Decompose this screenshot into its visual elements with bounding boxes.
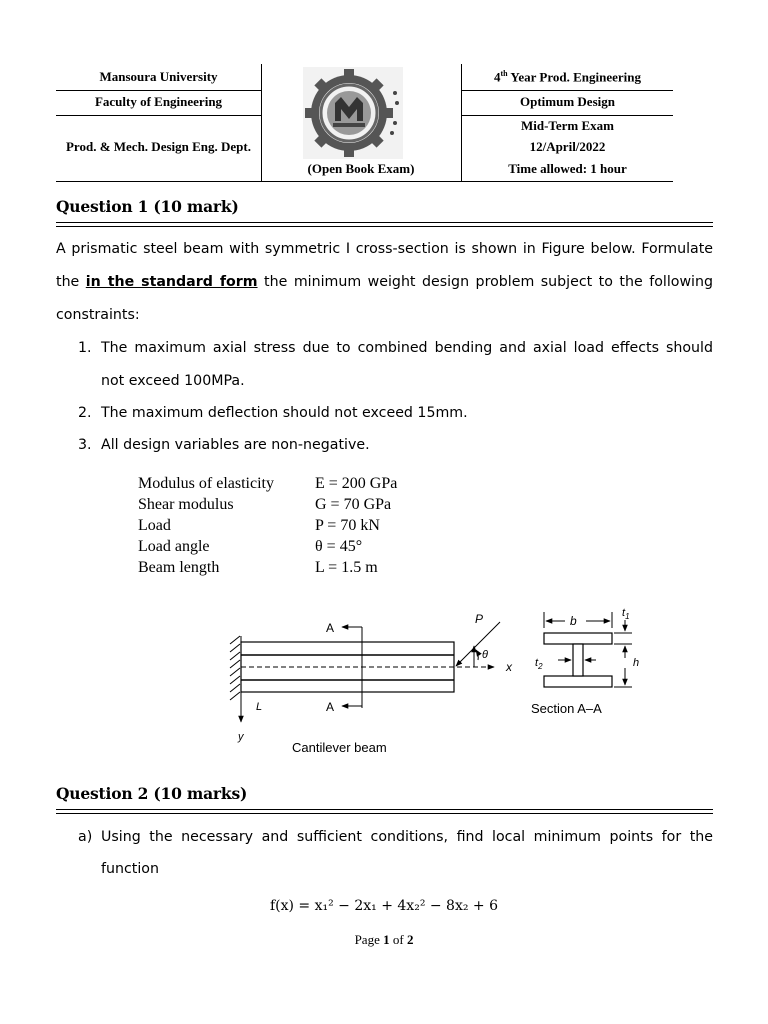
q1-paragraph-line-1: A prismatic steel beam with symmetric I cross-section is shown in Figure below. Formulate [56, 241, 713, 257]
beam [241, 642, 494, 692]
time-allowed: Time allowed: 1 hour [508, 161, 627, 176]
objective-function: f(x) = x₁² − 2x₁ + 4x₂² − 8x₂ + 6 [269, 898, 499, 914]
open-book-note: (Open Book Exam) [307, 161, 415, 176]
university-name: Mansoura University [99, 69, 218, 84]
y-axis-label: y [238, 731, 244, 743]
department-name: Prod. & Mech. Design Eng. Dept. [65, 139, 251, 154]
year-label: 4th Year Prod. Engineering [494, 69, 641, 85]
param-value: P = 70 kN [315, 517, 380, 534]
i-section [544, 633, 612, 687]
param-label: Load [138, 517, 171, 534]
exam-page: Mansoura University Faculty of Engineering Prod. & Mech. Design Eng. Dept. (Open Book Exam) 4th Year Prod. Engineering Optimum Design Mid-Term Exam 12/April/2022 Time allowed: 1 hour Question 1 (10 mark) A prismatic steel beam with symmetric I cross-section is shown in Figure below. Formulate the in the standard form the minimum weight design problem subject to the following constraints: 1. The maximum axial stress due to combined bending and axial load effects should not exceed 100MPa. 2. The maximum deflection should not exceed 15mm. 3. All design variables are non-negative. Modulus of elasticity E = 200 GPa Shear modulus G = 70 GPa Load P = 70 kN Load angle θ = 45° Beam length L = 1.5 m A A P θ x y L Cantilever beam b $t_1$ $t_2$ h Section A–A Question 2 (10 marks) a) Using the necessary and sufficient conditions, find local minimum points for the function f(x) = x₁² − 2x₁ + 4x₂² − 8x₂ + 6 Page 1 of 2 [0, 0, 768, 1024]
flange-thickness-label: $t_1$ [622, 607, 630, 621]
exam-date: 12/April/2022 [529, 139, 606, 154]
faculty-name: Faculty of Engineering [94, 94, 223, 109]
question-1-title: Question 1 (10 mark) [56, 197, 239, 216]
param-label: Load angle [138, 538, 210, 555]
standard-form-emphasis: in the standard form [85, 274, 258, 290]
course-name: Optimum Design [520, 94, 615, 109]
param-label: Shear modulus [138, 496, 234, 513]
beam-caption: Cantilever beam [292, 740, 387, 755]
university-logo [303, 67, 403, 159]
exam-type: Mid-Term Exam [520, 118, 615, 133]
param-value: L = 1.5 m [315, 559, 378, 576]
section-label-bottom: A [326, 700, 335, 714]
question-2-title: Question 2 (10 marks) [56, 784, 248, 803]
param-value: θ = 45° [315, 538, 363, 555]
question-2-rule [56, 809, 713, 814]
fixed-wall [230, 636, 241, 702]
height-label: h [633, 657, 640, 669]
web-thickness-label: $t_2$ [535, 657, 543, 671]
load-label: P [475, 612, 484, 626]
length-label: L [256, 701, 263, 713]
param-label: Beam length [138, 559, 220, 576]
x-axis-label: x [506, 660, 512, 674]
page-footer: Page 1 of 2 [354, 932, 414, 947]
q1-paragraph-line-3: constraints: [56, 307, 140, 323]
q1-paragraph-line-2: the in the standard form the minimum weight design problem subject to the following [56, 274, 713, 290]
width-label: b [570, 614, 577, 628]
param-value: E = 200 GPa [315, 475, 398, 492]
param-value: G = 70 GPa [315, 496, 392, 513]
cantilever-beam-figure [210, 600, 650, 760]
section-caption: Section A–A [531, 701, 602, 716]
angle-label: θ [482, 649, 488, 661]
exam-header-table [56, 64, 673, 182]
param-label: Modulus of elasticity [138, 475, 274, 492]
section-label-top: A [326, 621, 335, 635]
question-1-rule [56, 222, 713, 227]
